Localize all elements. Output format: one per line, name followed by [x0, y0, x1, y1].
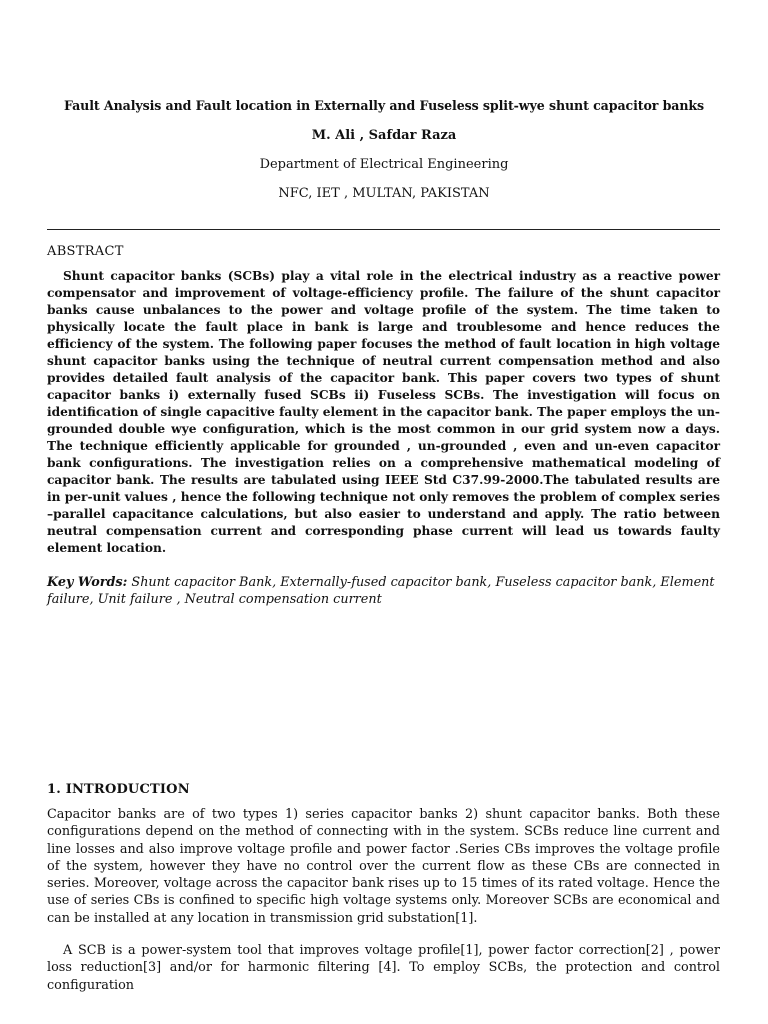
author-institution: NFC, IET , MULTAN, PAKISTAN — [278, 186, 490, 201]
paper-title: Fault Analysis and Fault location in Externally and Fuseless split-wye shunt capacitor banks — [63, 98, 705, 113]
keywords-label: Key Words: — [47, 575, 128, 590]
introduction-paragraph-1: Capacitor banks are of two types 1) series capacitor banks 2) shunt capacitor banks. Both these configurations depend on the method of connecting with in the system. SCBs reduce line current and line losses and also improve voltage profile and power factor .Series CBs improves the voltage profile of the system, however they have no control over the current flow as these CBs are connected in series. Moreover, voltage across the capacitor bank rises up to 15 times of its rated voltage. Hence the use of series CBs is confined to specific high voltage systems only. Moreover SCBs are economical and can be installed at any location in transmission grid substation[1]. — [47, 807, 720, 926]
abstract-body: Shunt capacitor banks (SCBs) play a vital role in the electrical industry as a reactive power compensator and improvement of voltage-efficiency profile. The failure of the shunt capacitor banks cause unbalances to the power and voltage profile of the system. The time taken to physically locate the fault place in bank is large and troublesome and hence reduces the efficiency of the system. The following paper focuses the method of fault location in high voltage shunt capacitor banks using the technique of neutral current compensation method and also provides detailed fault analysis of the capacitor bank. This paper covers two types of shunt capacitor banks i) externally fused SCBs ii) Fuseless SCBs. The investigation will focus on identification of single capacitive faulty element in the capacitor bank. The paper employs the un-grounded double wye configuration, which is the most common in our grid system now a days. The technique efficiently applicable for grounded , un-grounded , even and un-even capacitor bank configurations. The investigation relies on a comprehensive mathematical modeling of capacitor bank. The results are tabulated using IEEE Std C37.99-2000.The tabulated results are in per-unit values , hence the following technique not only removes the problem of complex series –parallel capacitance calculations, but also easier to understand and apply. The ratio between neutral compensation current and corresponding phase current will lead us towards faulty element location. — [47, 269, 720, 555]
paper-authors: M. Ali , Safdar Raza — [311, 128, 457, 143]
abstract-heading: ABSTRACT — [47, 244, 124, 259]
introduction-heading: 1. INTRODUCTION — [47, 782, 190, 797]
author-department: Department of Electrical Engineering — [259, 157, 509, 172]
keywords-text: Shunt capacitor Bank, Externally-fused capacitor bank, Fuseless capacitor bank, Element failure, Unit failure , Neutral compensation current — [47, 575, 715, 607]
keywords — [47, 574, 720, 608]
header-divider — [47, 229, 720, 230]
introduction-paragraph-2: A SCB is a power-system tool that improves voltage profile[1], power factor correction[2] , power loss reduction[3] and/or for harmonic filtering [4]. To employ SCBs, the protection and control configuration — [47, 943, 720, 993]
